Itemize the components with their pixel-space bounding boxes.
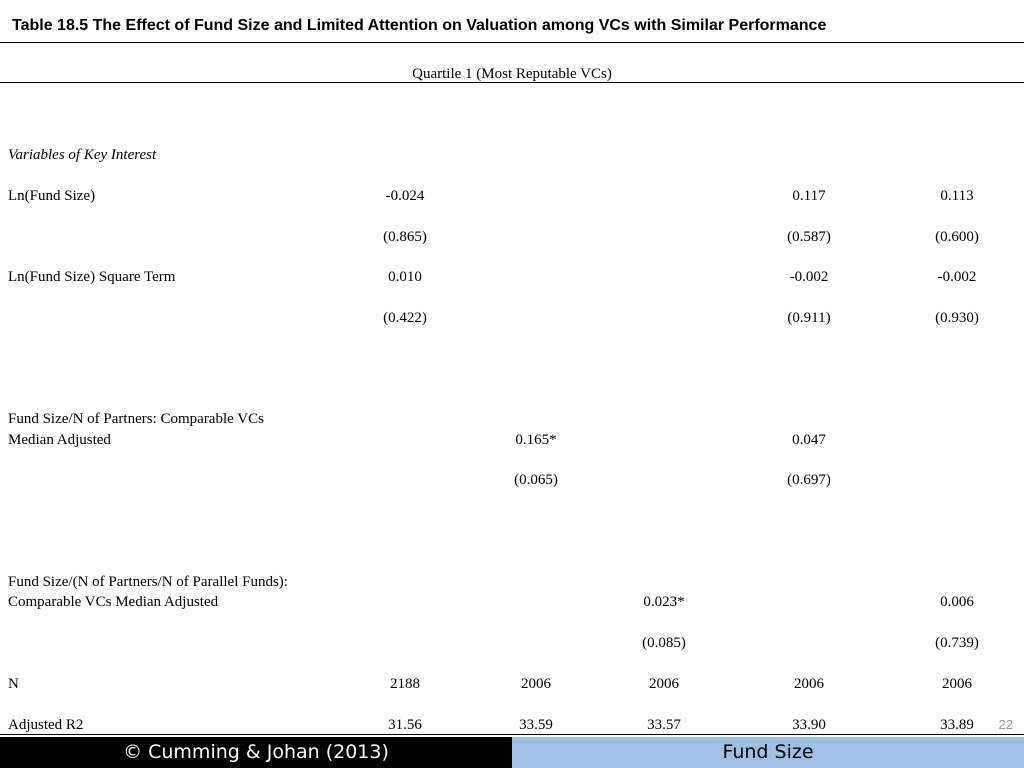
table-row [0, 430, 1024, 450]
row-label: Median Adjusted [8, 432, 111, 448]
table-cell: 2006 [649, 676, 679, 692]
table-cell: (0.697) [787, 472, 831, 488]
table-row [0, 470, 1024, 490]
header-rule [0, 82, 1024, 83]
table-cell: 2006 [942, 676, 972, 692]
table-row [0, 267, 1024, 287]
table-cell: (0.911) [787, 310, 831, 326]
table-cell: (0.422) [383, 310, 427, 326]
table-row [0, 592, 1024, 612]
table-cell: 2006 [521, 676, 551, 692]
quartile-header: Quartile 1 (Most Reputable VCs) [412, 66, 612, 82]
page-number: 22 [998, 717, 1013, 732]
table-cell: 31.56 [388, 717, 422, 733]
section-heading-row [0, 145, 1024, 165]
row-label: Adjusted R2 [8, 717, 84, 733]
table-row [0, 308, 1024, 328]
table-cell: 0.113 [940, 188, 974, 204]
table-cell: (0.865) [383, 229, 427, 245]
row-label: Fund Size/(N of Partners/N of Parallel Funds): [8, 574, 288, 590]
table-row [0, 633, 1024, 653]
table-cell: (0.600) [935, 229, 979, 245]
table-cell: (0.085) [642, 635, 686, 651]
table-cell: -0.024 [385, 188, 425, 204]
table-cell: 0.117 [792, 188, 826, 204]
table-cell: (0.065) [514, 472, 558, 488]
table-cell: -0.002 [789, 269, 829, 285]
table-cell: 0.047 [792, 432, 826, 448]
row-label: Fund Size/N of Partners: Comparable VCs [8, 411, 264, 427]
table-row [0, 674, 1024, 694]
footer-copyright: © Cumming & Johan (2013) [0, 737, 512, 768]
table-cell: 2188 [390, 676, 420, 692]
row-label: N [8, 676, 19, 692]
bottom-rule [0, 734, 1024, 735]
row-label: Comparable VCs Median Adjusted [8, 594, 219, 610]
table-cell: 0.023* [643, 594, 685, 610]
table-title: Table 18.5 The Effect of Fund Size and Limited Attention on Valuation among VCs with Similar Performance [12, 17, 827, 34]
table-cell: 33.89 [940, 717, 974, 733]
table-cell: (0.587) [787, 229, 831, 245]
table-row [0, 715, 1024, 735]
table-cell: (0.930) [935, 310, 979, 326]
table-row [0, 409, 1024, 429]
table-cell: 33.90 [792, 717, 826, 733]
table-cell: (0.739) [935, 635, 979, 651]
table-row [0, 572, 1024, 592]
row-label: Ln(Fund Size) Square Term [8, 269, 176, 285]
footer-topic: Fund Size [512, 737, 1024, 768]
table-cell: 2006 [794, 676, 824, 692]
table-cell: -0.002 [937, 269, 977, 285]
table-cell: 0.006 [940, 594, 974, 610]
section-heading: Variables of Key Interest [8, 147, 157, 163]
top-rule [0, 42, 1024, 43]
table-cell: 33.57 [647, 717, 681, 733]
table-cell: 33.59 [519, 717, 553, 733]
table-row [0, 186, 1024, 206]
table-cell: 0.010 [388, 269, 422, 285]
table-cell: 0.165* [515, 432, 557, 448]
row-label: Ln(Fund Size) [8, 188, 96, 204]
table-row [0, 227, 1024, 247]
